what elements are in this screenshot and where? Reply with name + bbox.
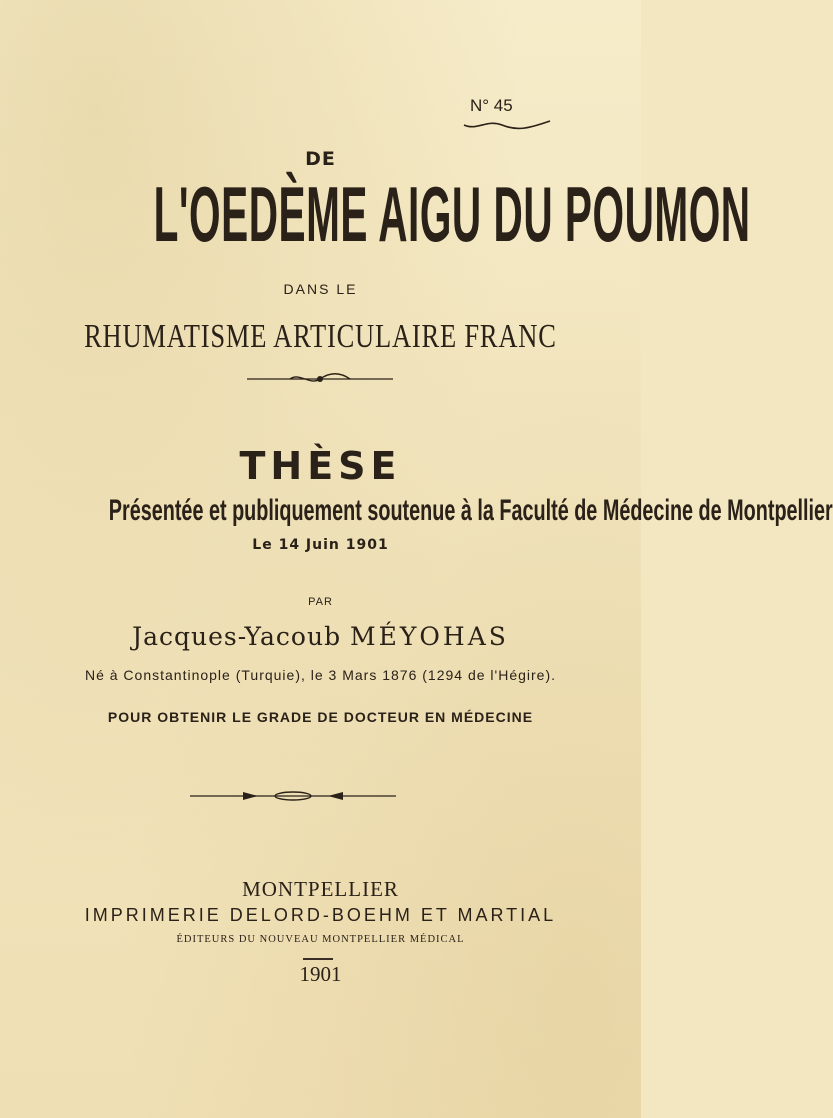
author-surname: MÉYOHAS bbox=[350, 622, 509, 651]
volume-number: N° 45 bbox=[470, 96, 513, 115]
author-name bbox=[0, 622, 641, 651]
these-heading: THÈSE bbox=[239, 444, 402, 488]
publication-year: 1901 bbox=[299, 962, 342, 986]
ornament-rule bbox=[188, 789, 398, 803]
editors: ÉDITEURS DU NOUVEAU MONTPELLIER MÉDICAL bbox=[176, 934, 465, 945]
ornament-divider bbox=[245, 372, 395, 386]
number-flourish bbox=[462, 117, 552, 131]
defense-date: Le 14 Juin 1901 bbox=[252, 537, 389, 553]
presentation-line: Présentée et publiquement soutenue à la Faculté de Médecine de Montpellier bbox=[108, 494, 833, 527]
author-first-name: Jacques-Yacoub bbox=[132, 622, 342, 651]
birth-line: Né à Constantinople (Turquie), le 3 Mars 1876 (1294 de l'Hégire). bbox=[84, 667, 557, 683]
thesis-title: L'OEDÈME AIGU DU POUMON bbox=[153, 170, 751, 258]
par-label: PAR bbox=[308, 596, 333, 608]
degree-line: POUR OBTENIR LE GRADE DE DOCTEUR EN MÉDECINE bbox=[107, 709, 534, 725]
dans-le: DANS LE bbox=[283, 281, 358, 297]
short-rule bbox=[303, 958, 333, 960]
preposition-de: DE bbox=[305, 148, 336, 170]
city: MONTPELLIER bbox=[242, 877, 399, 901]
thesis-subtitle: RHUMATISME ARTICULAIRE FRANC bbox=[84, 318, 557, 355]
printer: IMPRIMERIE DELORD-BOEHM ET MARTIAL bbox=[84, 905, 557, 925]
